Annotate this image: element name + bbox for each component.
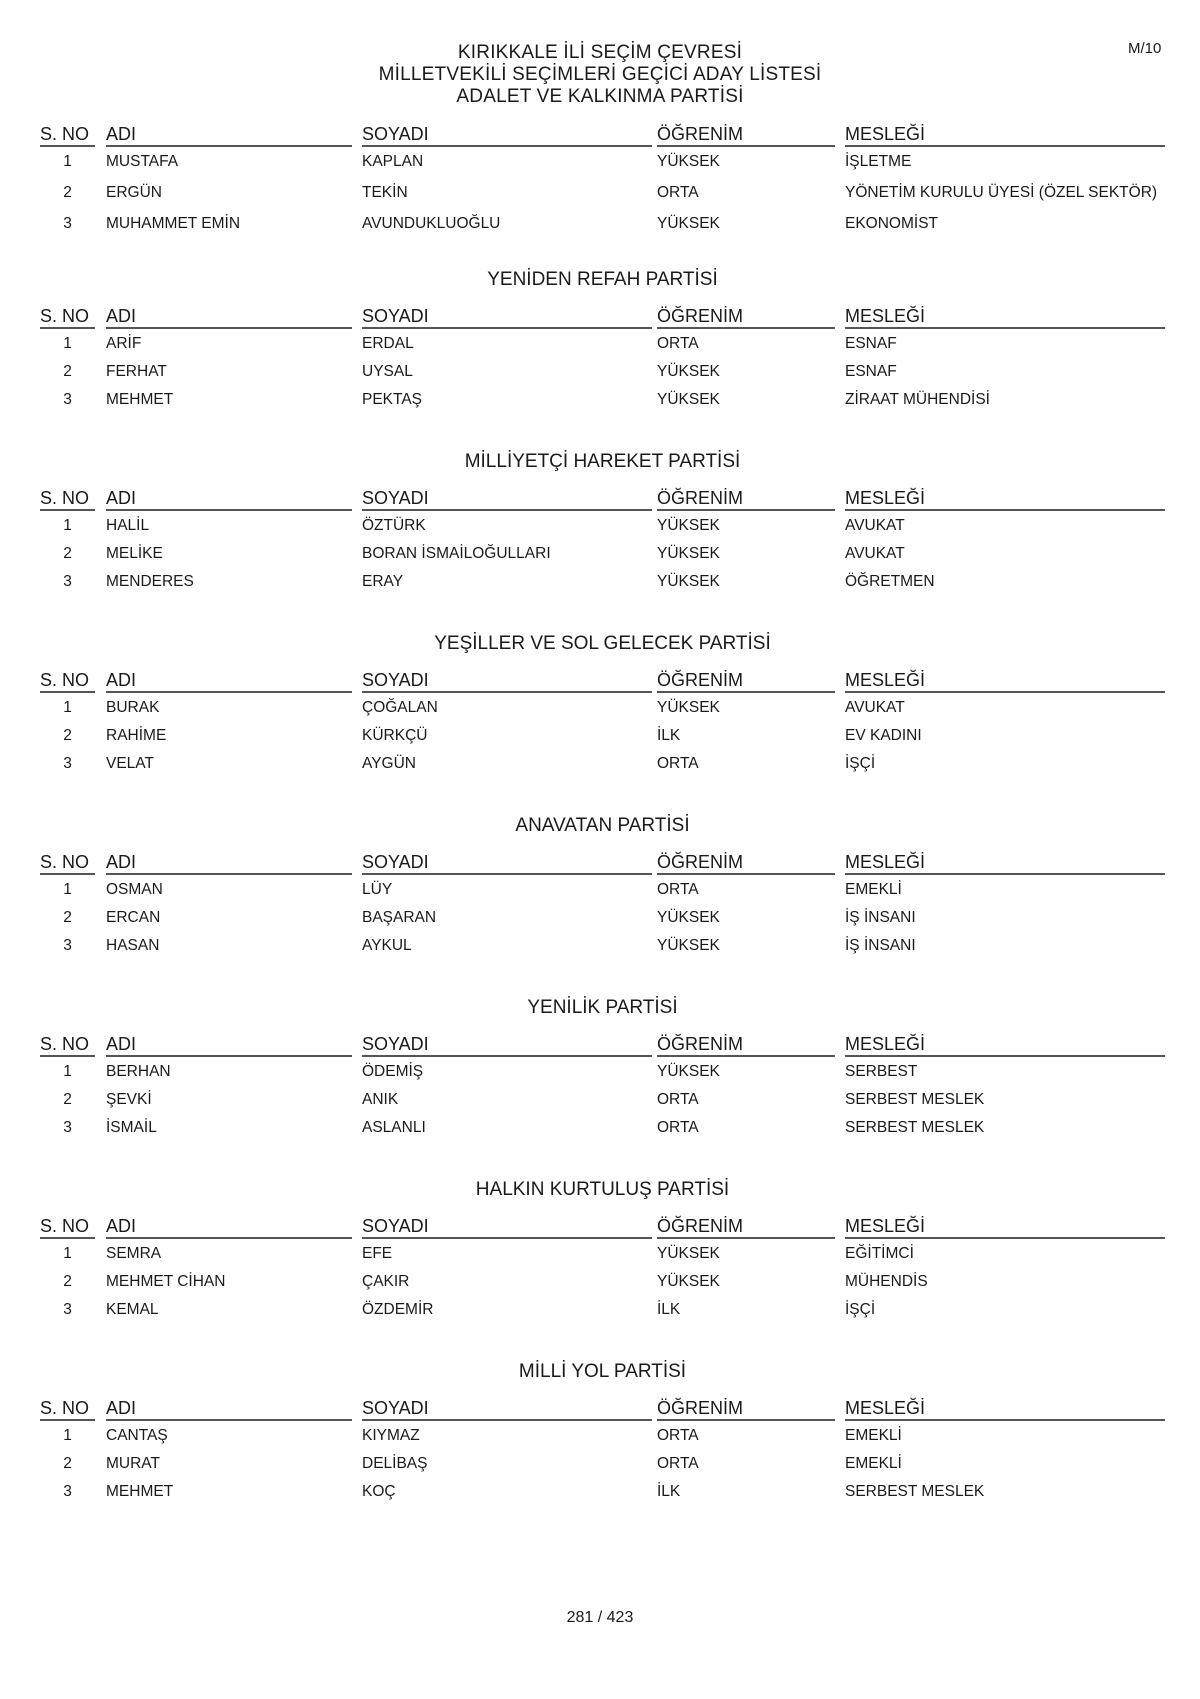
cell-adi: ŞEVKİ — [106, 1091, 152, 1108]
column-header-sno: S. NO — [40, 488, 95, 511]
table-row — [40, 1058, 1165, 1086]
cell-soyadi: KAPLAN — [362, 153, 424, 170]
column-header-ogrenim: ÖĞRENİM — [657, 852, 835, 875]
party-title: MİLLİYETÇİ HAREKET PARTİSİ — [464, 451, 741, 472]
cell-ogrenim: YÜKSEK — [657, 699, 720, 716]
cell-soyadi: EFE — [362, 1245, 393, 1262]
cell-meslek: MÜHENDİS — [845, 1273, 928, 1290]
column-header-meslek: MESLEĞİ — [845, 670, 1165, 693]
column-header-sno: S. NO — [40, 670, 95, 693]
cell-meslek: EMEKLİ — [845, 1427, 902, 1444]
column-header-sno: S. NO — [40, 852, 95, 875]
cell-meslek: SERBEST MESLEK — [845, 1091, 985, 1108]
table-header — [40, 1034, 1165, 1058]
cell-meslek: İŞ İNSANI — [845, 937, 916, 954]
column-header-meslek: MESLEĞİ — [845, 1216, 1165, 1239]
cell-soyadi: ANIK — [362, 1091, 399, 1108]
cell-meslek: İŞ İNSANI — [845, 909, 916, 926]
cell-adi: ERGÜN — [106, 184, 162, 201]
cell-sno: 3 — [63, 215, 72, 232]
table-row — [40, 568, 1165, 596]
table-row — [40, 210, 1165, 238]
cell-sno: 2 — [63, 909, 72, 926]
table-row — [40, 386, 1165, 414]
cell-ogrenim: YÜKSEK — [657, 153, 720, 170]
column-header-ogrenim: ÖĞRENİM — [657, 306, 835, 329]
column-header-sno: S. NO — [40, 306, 95, 329]
table-header — [40, 1216, 1165, 1240]
cell-sno: 2 — [63, 727, 72, 744]
column-header-adi: ADI — [106, 124, 352, 147]
cell-sno: 3 — [63, 1483, 72, 1500]
cell-soyadi: AYKUL — [362, 937, 412, 954]
cell-sno: 2 — [63, 1091, 72, 1108]
cell-soyadi: ERDAL — [362, 335, 414, 352]
cell-soyadi: TEKİN — [362, 184, 408, 201]
table-header — [40, 124, 1165, 148]
cell-meslek: EV KADINI — [845, 727, 922, 744]
column-header-adi: ADI — [106, 1034, 352, 1057]
cell-adi: BURAK — [106, 699, 160, 716]
header-first-party: ADALET VE KALKINMA PARTİSİ — [456, 86, 744, 107]
cell-ogrenim: YÜKSEK — [657, 1063, 720, 1080]
cell-meslek: SERBEST MESLEK — [845, 1483, 985, 1500]
table-row — [40, 148, 1165, 176]
party-title: ANAVATAN PARTİSİ — [515, 815, 690, 836]
cell-meslek: YÖNETİM KURULU ÜYESİ (ÖZEL SEKTÖR) — [845, 184, 1158, 201]
page-number: 281 / 423 — [566, 1609, 634, 1626]
cell-meslek: İŞLETME — [845, 153, 912, 170]
cell-adi: MEHMET CİHAN — [106, 1273, 226, 1290]
table-row — [40, 1086, 1165, 1114]
cell-soyadi: ÖZDEMİR — [362, 1301, 434, 1318]
column-header-adi: ADI — [106, 1216, 352, 1239]
cell-meslek: ZİRAAT MÜHENDİSİ — [845, 391, 990, 408]
column-header-adi: ADI — [106, 852, 352, 875]
table-row — [40, 1450, 1165, 1478]
cell-meslek: İŞÇİ — [845, 1301, 876, 1318]
cell-sno: 3 — [63, 755, 72, 772]
cell-adi: VELAT — [106, 755, 154, 772]
cell-soyadi: ÇOĞALAN — [362, 699, 438, 716]
cell-meslek: ESNAF — [845, 363, 897, 380]
cell-adi: KEMAL — [106, 1301, 159, 1318]
table-header — [40, 306, 1165, 330]
table-row — [40, 1422, 1165, 1450]
cell-adi: MENDERES — [106, 573, 194, 590]
party-title: MİLLİ YOL PARTİSİ — [518, 1361, 687, 1382]
column-header-adi: ADI — [106, 1398, 352, 1421]
cell-sno: 1 — [63, 699, 72, 716]
cell-adi: CANTAŞ — [106, 1427, 168, 1444]
cell-sno: 1 — [63, 1245, 72, 1262]
cell-ogrenim: ORTA — [657, 755, 699, 772]
cell-soyadi: KÜRKÇÜ — [362, 727, 428, 744]
cell-adi: MURAT — [106, 1455, 160, 1472]
cell-ogrenim: ORTA — [657, 335, 699, 352]
column-header-meslek: MESLEĞİ — [845, 124, 1165, 147]
cell-ogrenim: İLK — [657, 1483, 681, 1500]
cell-soyadi: ÇAKIR — [362, 1273, 410, 1290]
cell-soyadi: ÖDEMİŞ — [362, 1063, 424, 1080]
column-header-ogrenim: ÖĞRENİM — [657, 670, 835, 693]
cell-ogrenim: ORTA — [657, 184, 699, 201]
column-header-soyadi: SOYADI — [362, 124, 652, 147]
table-row — [40, 904, 1165, 932]
table-row — [40, 330, 1165, 358]
cell-meslek: AVUKAT — [845, 545, 905, 562]
cell-sno: 3 — [63, 1119, 72, 1136]
column-header-soyadi: SOYADI — [362, 1398, 652, 1421]
column-header-soyadi: SOYADI — [362, 488, 652, 511]
cell-sno: 2 — [63, 1273, 72, 1290]
table-row — [40, 358, 1165, 386]
cell-adi: HASAN — [106, 937, 160, 954]
table-header — [40, 852, 1165, 876]
page-code: M/10 — [1128, 40, 1162, 57]
column-header-adi: ADI — [106, 488, 352, 511]
cell-sno: 3 — [63, 391, 72, 408]
column-header-soyadi: SOYADI — [362, 1216, 652, 1239]
cell-meslek: EKONOMİST — [845, 215, 939, 232]
cell-adi: BERHAN — [106, 1063, 171, 1080]
cell-ogrenim: İLK — [657, 727, 681, 744]
cell-soyadi: KOÇ — [362, 1483, 396, 1500]
cell-sno: 1 — [63, 881, 72, 898]
column-header-sno: S. NO — [40, 1398, 95, 1421]
document-header — [0, 42, 1200, 108]
table-row — [40, 722, 1165, 750]
column-header-soyadi: SOYADI — [362, 852, 652, 875]
cell-meslek: AVUKAT — [845, 517, 905, 534]
cell-adi: ERCAN — [106, 909, 161, 926]
cell-soyadi: ERAY — [362, 573, 404, 590]
cell-sno: 2 — [63, 363, 72, 380]
cell-soyadi: ASLANLI — [362, 1119, 426, 1136]
cell-sno: 3 — [63, 937, 72, 954]
cell-soyadi: DELİBAŞ — [362, 1455, 428, 1472]
cell-sno: 1 — [63, 517, 72, 534]
cell-ogrenim: ORTA — [657, 1091, 699, 1108]
party-section — [40, 1361, 1165, 1580]
table-row — [40, 176, 1165, 210]
table-row — [40, 932, 1165, 960]
cell-sno: 1 — [63, 1427, 72, 1444]
cell-soyadi: BORAN İSMAİLOĞULLARI — [362, 545, 551, 562]
cell-ogrenim: YÜKSEK — [657, 215, 720, 232]
cell-ogrenim: YÜKSEK — [657, 363, 720, 380]
table-row — [40, 694, 1165, 722]
cell-sno: 3 — [63, 573, 72, 590]
column-header-ogrenim: ÖĞRENİM — [657, 1216, 835, 1239]
column-header-sno: S. NO — [40, 1034, 95, 1057]
cell-sno: 2 — [63, 1455, 72, 1472]
cell-adi: MEHMET — [106, 391, 174, 408]
cell-soyadi: KIYMAZ — [362, 1427, 420, 1444]
table-row — [40, 1478, 1165, 1506]
column-header-meslek: MESLEĞİ — [845, 488, 1165, 511]
column-header-adi: ADI — [106, 306, 352, 329]
cell-sno: 2 — [63, 545, 72, 562]
cell-meslek: ÖĞRETMEN — [845, 573, 935, 590]
cell-adi: MUHAMMET EMİN — [106, 215, 241, 232]
table-row — [40, 512, 1165, 540]
party-sections — [40, 124, 1165, 1580]
cell-adi: RAHİME — [106, 727, 167, 744]
table-header — [40, 670, 1165, 694]
cell-adi: MEHMET — [106, 1483, 174, 1500]
cell-meslek: EMEKLİ — [845, 1455, 902, 1472]
cell-meslek: İŞÇİ — [845, 755, 876, 772]
header-list-title: MİLLETVEKİLİ SEÇİMLERİ GEÇİCİ ADAY LİSTESİ — [378, 64, 822, 85]
cell-ogrenim: YÜKSEK — [657, 545, 720, 562]
cell-soyadi: AYGÜN — [362, 755, 416, 772]
cell-sno: 1 — [63, 335, 72, 352]
cell-adi: ARİF — [106, 335, 142, 352]
party-title: YENİLİK PARTİSİ — [527, 997, 678, 1018]
header-province: KIRIKKALE İLİ SEÇİM ÇEVRESİ — [457, 42, 743, 63]
table-row — [40, 1268, 1165, 1296]
cell-adi: HALİL — [106, 517, 150, 534]
cell-sno: 3 — [63, 1301, 72, 1318]
cell-soyadi: AVUNDUKLUOĞLU — [362, 215, 501, 232]
cell-soyadi: BAŞARAN — [362, 909, 437, 926]
cell-soyadi: LÜY — [362, 881, 393, 898]
cell-ogrenim: YÜKSEK — [657, 517, 720, 534]
column-header-sno: S. NO — [40, 124, 95, 147]
cell-ogrenim: ORTA — [657, 1455, 699, 1472]
table-row — [40, 1240, 1165, 1268]
party-title: HALKIN KURTULUŞ PARTİSİ — [475, 1179, 730, 1200]
cell-sno: 1 — [63, 153, 72, 170]
cell-meslek: EĞİTİMCİ — [845, 1245, 914, 1262]
column-header-ogrenim: ÖĞRENİM — [657, 1398, 835, 1421]
cell-ogrenim: YÜKSEK — [657, 391, 720, 408]
table-row — [40, 540, 1165, 568]
cell-adi: OSMAN — [106, 881, 163, 898]
cell-meslek: SERBEST MESLEK — [845, 1119, 985, 1136]
cell-soyadi: PEKTAŞ — [362, 391, 423, 408]
cell-ogrenim: YÜKSEK — [657, 937, 720, 954]
column-header-ogrenim: ÖĞRENİM — [657, 1034, 835, 1057]
column-header-meslek: MESLEĞİ — [845, 306, 1165, 329]
cell-ogrenim: YÜKSEK — [657, 1245, 720, 1262]
column-header-ogrenim: ÖĞRENİM — [657, 124, 835, 147]
cell-meslek: EMEKLİ — [845, 881, 902, 898]
cell-adi: MUSTAFA — [106, 153, 179, 170]
cell-meslek: AVUKAT — [845, 699, 905, 716]
table-row — [40, 750, 1165, 778]
cell-adi: MELİKE — [106, 545, 163, 562]
table-row — [40, 876, 1165, 904]
table-header — [40, 488, 1165, 512]
column-header-soyadi: SOYADI — [362, 1034, 652, 1057]
cell-soyadi: ÖZTÜRK — [362, 517, 426, 534]
column-header-sno: S. NO — [40, 1216, 95, 1239]
column-header-meslek: MESLEĞİ — [845, 1034, 1165, 1057]
column-header-ogrenim: ÖĞRENİM — [657, 488, 835, 511]
table-row — [40, 1296, 1165, 1324]
party-title: YENİDEN REFAH PARTİSİ — [487, 269, 718, 290]
column-header-meslek: MESLEĞİ — [845, 1398, 1165, 1421]
cell-ogrenim: ORTA — [657, 1427, 699, 1444]
cell-ogrenim: ORTA — [657, 1119, 699, 1136]
cell-ogrenim: YÜKSEK — [657, 573, 720, 590]
cell-sno: 1 — [63, 1063, 72, 1080]
cell-ogrenim: ORTA — [657, 881, 699, 898]
cell-meslek: SERBEST — [845, 1063, 918, 1080]
cell-meslek: ESNAF — [845, 335, 897, 352]
table-row — [40, 1114, 1165, 1142]
cell-adi: FERHAT — [106, 363, 167, 380]
column-header-meslek: MESLEĞİ — [845, 852, 1165, 875]
cell-ogrenim: YÜKSEK — [657, 1273, 720, 1290]
column-header-soyadi: SOYADI — [362, 670, 652, 693]
cell-ogrenim: YÜKSEK — [657, 909, 720, 926]
party-title: YEŞİLLER VE SOL GELECEK PARTİSİ — [434, 633, 771, 654]
cell-ogrenim: İLK — [657, 1301, 681, 1318]
cell-sno: 2 — [63, 184, 72, 201]
column-header-soyadi: SOYADI — [362, 306, 652, 329]
table-header — [40, 1398, 1165, 1422]
cell-soyadi: UYSAL — [362, 363, 413, 380]
cell-adi: SEMRA — [106, 1245, 162, 1262]
cell-adi: İSMAİL — [106, 1119, 157, 1136]
column-header-adi: ADI — [106, 670, 352, 693]
